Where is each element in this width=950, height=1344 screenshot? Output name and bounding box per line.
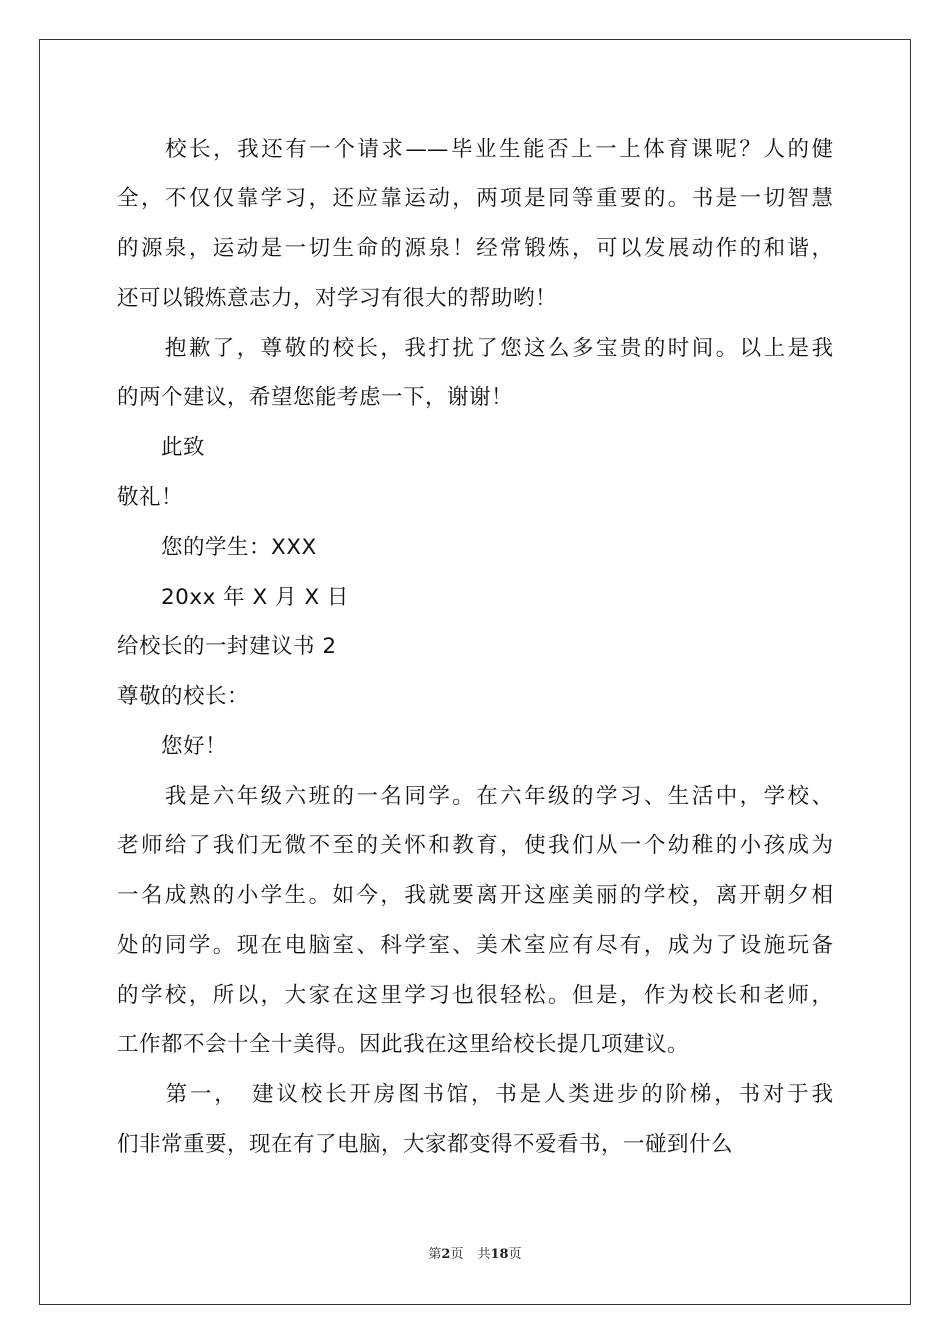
paragraph-line: 第一， 建议校长开房图书馆，书是人类进步的阶梯，书对于我	[117, 1082, 833, 1107]
letter-greeting: 尊敬的校长：	[117, 684, 250, 709]
date-line: 20xx 年 X 月 X 日	[117, 585, 349, 610]
closing-salutation: 此致	[117, 435, 206, 460]
paragraph-line: 的学校，所以，大家在这里学习也很轻松。但是，作为校长和老师，	[117, 983, 833, 1008]
total-unit: 页	[508, 1247, 522, 1262]
paragraph-line: 的源泉，运动是一切生命的源泉！经常锻炼，可以发展动作的和谐，	[117, 236, 833, 261]
paragraph-line: 处的同学。现在电脑室、科学室、美术室应有尽有，成为了设施玩备	[117, 933, 833, 958]
page-unit: 页	[450, 1247, 464, 1262]
paragraph-line: 的两个建议，希望您能考虑一下，谢谢！	[117, 385, 514, 410]
page-border	[39, 39, 911, 1305]
paragraph-line: 抱歉了，尊敬的校长，我打扰了您这么多宝贵的时间。以上是我	[117, 336, 833, 361]
paragraph-line: 老师给了我们无微不至的关怀和教育，使我们从一个幼稚的小孩成为	[117, 833, 833, 858]
paragraph-line: 我是六年级六班的一名同学。在六年级的学习、生活中，学校、	[117, 784, 833, 809]
letter-title: 给校长的一封建议书 2	[117, 634, 337, 659]
signature-line: 您的学生：XXX	[117, 535, 317, 560]
page-number: 2	[441, 1247, 451, 1262]
paragraph-line: 们非常重要，现在有了电脑，大家都变得不爱看书，一碰到什么	[117, 1132, 734, 1157]
paragraph-line: 一名成熟的小学生。如今，我就要离开这座美丽的学校，离开朝夕相	[117, 883, 833, 908]
total-pages: 18	[490, 1247, 509, 1262]
total-prefix: 共	[477, 1247, 491, 1262]
paragraph-line: 全，不仅仅靠学习，还应靠运动，两项是同等重要的。书是一切智慧	[117, 186, 833, 211]
page-footer	[0, 1246, 950, 1264]
greeting-line: 您好！	[117, 734, 228, 759]
closing-regards: 敬礼！	[117, 485, 184, 510]
paragraph-line: 工作都不会十全十美得。因此我在这里给校长提几项建议。	[117, 1032, 690, 1057]
paragraph-line: 还可以锻炼意志力，对学习有很大的帮助哟！	[117, 286, 558, 311]
paragraph-line: 校长，我还有一个请求——毕业生能否上一上体育课呢？人的健	[117, 137, 833, 162]
page-prefix: 第	[428, 1247, 442, 1262]
